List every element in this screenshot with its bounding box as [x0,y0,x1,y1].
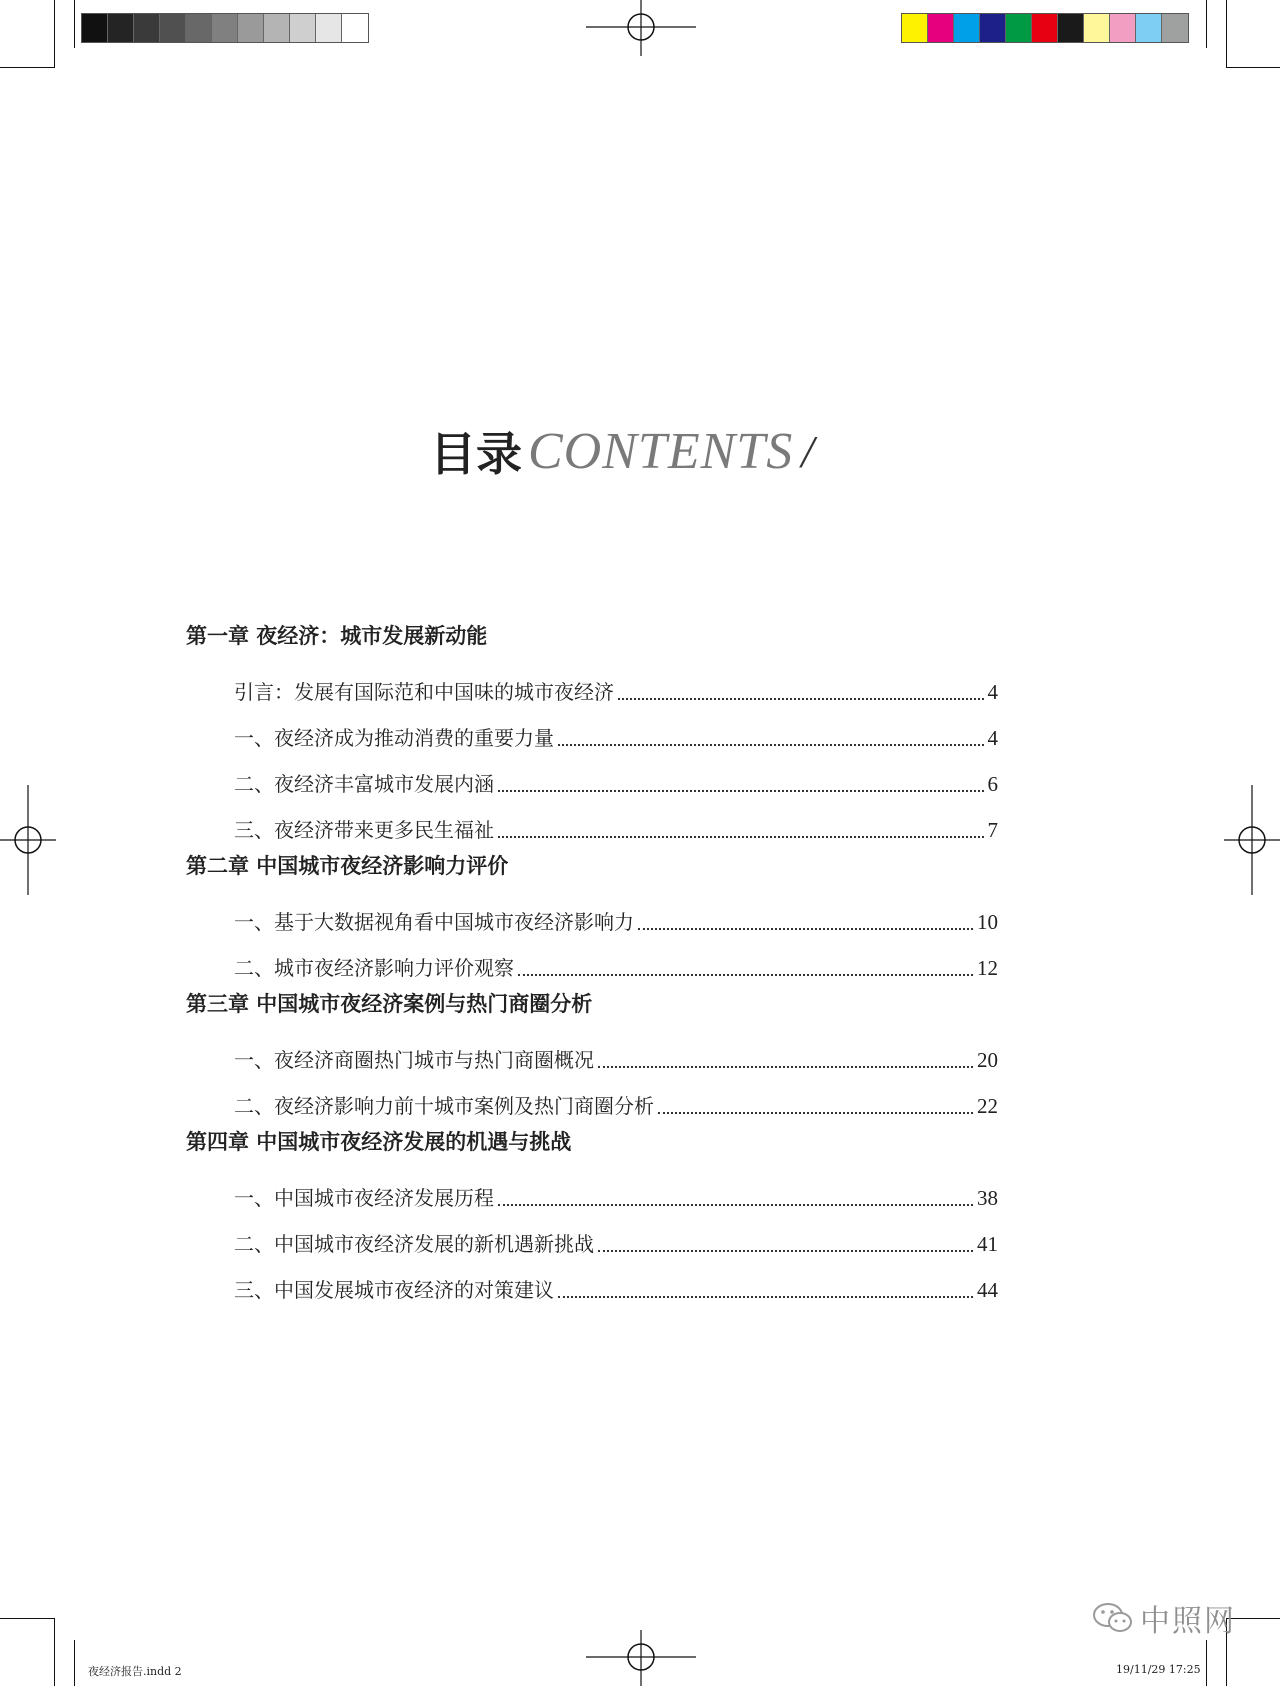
toc-entry-label: 二、夜经济丰富城市发展内涵 [234,772,494,796]
toc-entry[interactable] [234,1216,998,1262]
crop-mark [1206,1640,1207,1686]
toc-leader-dots [518,974,973,976]
crop-mark [74,0,75,48]
registration-mark-right [1224,785,1280,895]
toc-entry[interactable] [234,756,998,802]
toc-entry-page: 6 [987,772,998,796]
toc-entry-label: 引言：发展有国际范和中国味的城市夜经济 [234,680,614,704]
toc-entry-label: 二、中国城市夜经济发展的新机遇新挑战 [234,1232,594,1256]
toc-entry-page: 10 [977,910,998,934]
toc-chapter[interactable]: 第三章 中国城市夜经济案例与热门商圈分析 [186,992,593,1016]
toc-chapter[interactable]: 第二章 中国城市夜经济影响力评价 [186,854,509,878]
toc-chapter[interactable]: 第四章 中国城市夜经济发展的机遇与挑战 [186,1130,572,1154]
toc-entry[interactable] [234,1262,998,1308]
crop-mark [1226,0,1227,68]
toc-entry-page: 38 [977,1186,998,1210]
color-swatch [1058,14,1084,42]
toc-leader-dots [638,928,973,930]
toc-entry-label: 一、基于大数据视角看中国城市夜经济影响力 [234,910,634,934]
color-swatch [954,14,980,42]
registration-mark-left [0,785,56,895]
gray-swatch [82,14,108,42]
gray-swatch [342,14,368,42]
color-swatch [980,14,1006,42]
watermark-text: 中照网 [1140,1604,1236,1639]
crop-mark [0,67,54,68]
crop-mark [1206,0,1207,48]
color-bar [901,13,1189,43]
gray-swatch [108,14,134,42]
toc-entry[interactable] [234,1078,998,1124]
toc-entry-label: 一、中国城市夜经济发展历程 [234,1186,494,1210]
toc-leader-dots [618,698,984,700]
crop-mark [54,0,55,68]
title-cn: 目录 [430,427,522,481]
toc-entry[interactable] [234,1032,998,1078]
toc-entry[interactable] [234,940,998,986]
gray-swatch [134,14,160,42]
toc-entry[interactable] [234,802,998,848]
registration-mark-top [586,0,696,56]
registration-mark-bottom [586,1630,696,1686]
grayscale-bar [81,13,369,43]
toc-entry-page: 44 [977,1278,998,1302]
color-swatch [1110,14,1136,42]
toc-entry-page: 7 [987,818,998,842]
color-swatch [1032,14,1058,42]
footer-timestamp: 19/11/29 17:25 [1116,1663,1201,1676]
toc-leader-dots [498,836,984,838]
crop-mark [54,1618,55,1686]
toc-entry-label: 二、夜经济影响力前十城市案例及热门商圈分析 [234,1094,654,1118]
color-swatch [1006,14,1032,42]
toc-leader-dots [598,1066,973,1068]
toc-entry-page: 20 [977,1048,998,1072]
gray-swatch [160,14,186,42]
crop-mark [0,1618,54,1619]
color-swatch [1136,14,1162,42]
color-swatch [1084,14,1110,42]
toc-leader-dots [498,1204,973,1206]
toc-entry-page: 4 [987,726,998,750]
color-swatch [902,14,928,42]
toc-entry-label: 三、夜经济带来更多民生福祉 [234,818,494,842]
toc-entry-label: 三、中国发展城市夜经济的对策建议 [234,1278,554,1302]
gray-swatch [264,14,290,42]
toc-leader-dots [598,1250,973,1252]
toc-entry[interactable] [234,710,998,756]
toc-entry-label: 一、夜经济商圈热门城市与热门商圈概况 [234,1048,594,1072]
footer-file: 夜经济报告.indd 2 [88,1665,182,1678]
toc-entry[interactable] [234,894,998,940]
gray-swatch [290,14,316,42]
toc-entry-page: 12 [977,956,998,980]
color-swatch [928,14,954,42]
page-title [430,418,814,488]
crop-mark [1226,67,1280,68]
toc-entry-label: 一、夜经济成为推动消费的重要力量 [234,726,554,750]
gray-swatch [316,14,342,42]
toc-leader-dots [658,1112,973,1114]
crop-mark [74,1640,75,1686]
table-of-contents [186,618,998,1308]
toc-chapter[interactable]: 第一章 夜经济：城市发展新动能 [186,624,488,648]
title-slash: / [801,425,814,477]
toc-leader-dots [498,790,984,792]
gray-swatch [212,14,238,42]
toc-entry[interactable] [234,1170,998,1216]
toc-entry-page: 41 [977,1232,998,1256]
toc-entry-page: 4 [987,680,998,704]
toc-entry-label: 二、城市夜经济影响力评价观察 [234,956,514,980]
toc-entry-page: 22 [977,1094,998,1118]
toc-leader-dots [558,1296,973,1298]
title-en: CONTENTS [528,422,794,480]
color-swatch [1162,14,1188,42]
wechat-icon [1092,1601,1134,1635]
watermark [1092,1596,1236,1640]
toc-entry[interactable] [234,664,998,710]
gray-swatch [186,14,212,42]
gray-swatch [238,14,264,42]
toc-leader-dots [558,744,984,746]
